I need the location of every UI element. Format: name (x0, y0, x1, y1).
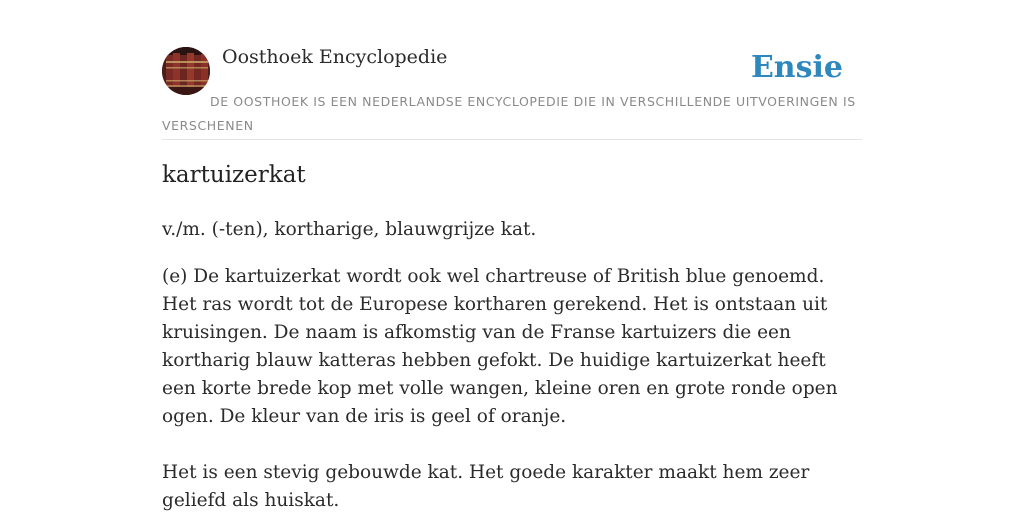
site-tagline: DE OOSTHOEK IS EEN NEDERLANDSE ENCYCLOPEDIE DIE IN VERSCHILLENDE UITVOERINGEN IS VERSCHENEN (162, 94, 856, 133)
entry-body (162, 263, 862, 512)
entry-container (162, 0, 862, 512)
entry-paragraph: (e) De kartuizerkat wordt ook wel chartreuse of British blue genoemd. Het ras wordt tot de Europese kortharen gerekend. Het is ontstaan uit kruisingen. De naam is afkomstig van de Franse kartuizers die een kortharig blauw katteras hebben gefokt. De huidige kartuizerkat heeft een korte brede kop met volle wangen, kleine oren en grote ronde open ogen. De kleur van de iris is geel of oranje. (162, 266, 838, 427)
header-divider (162, 139, 862, 140)
site-name-link[interactable]: Oosthoek Encyclopedie (222, 46, 448, 68)
entry-term: kartuizerkat (162, 162, 306, 188)
encyclopedia-books-icon[interactable] (162, 47, 210, 95)
brand-logo[interactable]: Ensie (750, 50, 843, 85)
entry-paragraph: Het is een stevig gebouwde kat. Het goede karakter maakt hem zeer geliefd als huiskat. (162, 462, 810, 511)
entry-definition: v./m. (-ten), kortharige, blauwgrijze kat. (162, 219, 537, 240)
